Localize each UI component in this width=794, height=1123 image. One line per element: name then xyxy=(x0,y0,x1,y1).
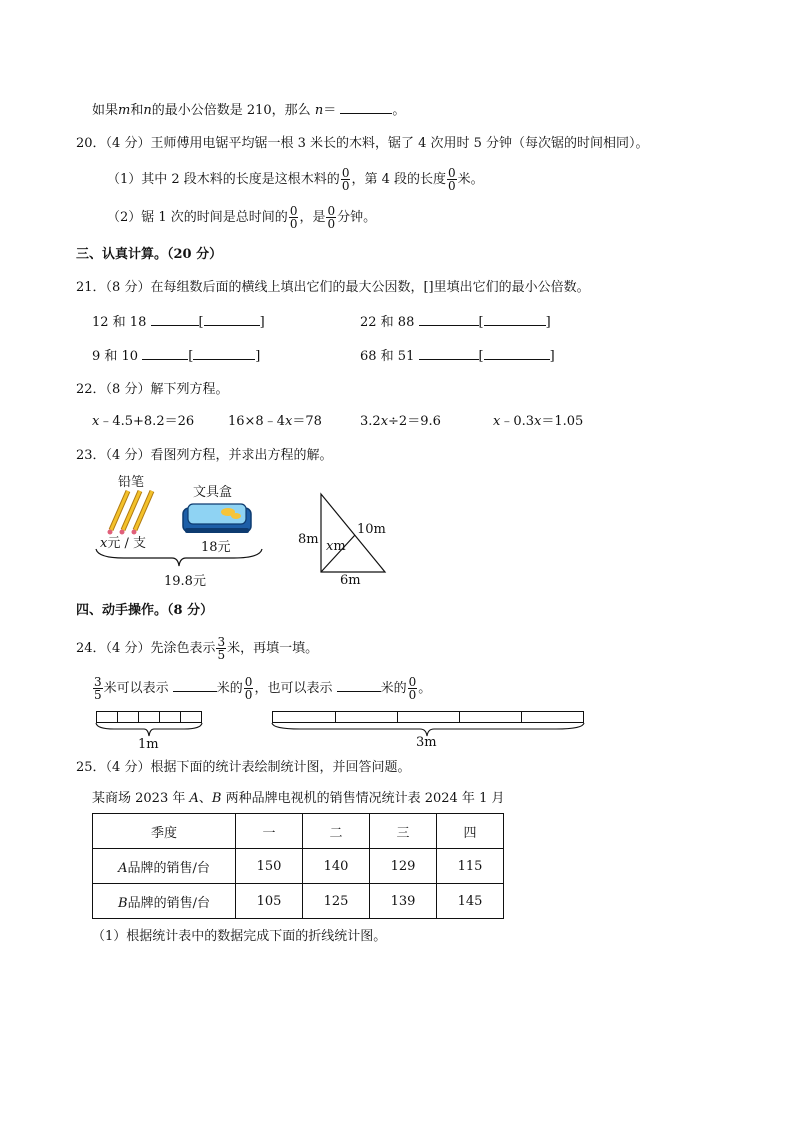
q21-item: 9 和 10 [ ] xyxy=(92,349,261,364)
q19-text: 如果 xyxy=(92,103,119,118)
q20-part1 xyxy=(107,167,484,193)
table-cell: 125 xyxy=(303,884,370,919)
q20-text: ，第 4 段的长度 xyxy=(351,172,446,187)
q21-stem: 21．（8 分）在每组数后面的横线上填出它们的最大公因数，[]里填出它们的最小公倍数。 xyxy=(76,280,590,295)
pencil-icon xyxy=(98,488,160,538)
table-header-cell: 二 xyxy=(303,814,370,849)
row-label: B品牌的销售/台 xyxy=(93,884,236,919)
table-header-cell: 三 xyxy=(370,814,437,849)
table-header-cell: 四 xyxy=(437,814,504,849)
table-header-cell: 季度 xyxy=(93,814,236,849)
q19-tail xyxy=(92,101,405,120)
gcd-blank[interactable] xyxy=(142,347,188,360)
q20-text: ，是 xyxy=(299,210,326,225)
gcd-blank[interactable] xyxy=(419,347,479,360)
q20-text: （2）锯 1 次的时间是总时间的 xyxy=(107,210,288,225)
equation-3: 3.2x÷2＝9.6 xyxy=(360,414,441,429)
q20-part2 xyxy=(107,205,376,231)
table-caption: 某商场 2023 年 A、B 两种品牌电视机的销售情况统计表 2024 年 1 月 xyxy=(92,791,505,806)
fraction: $\frac{3}{5}$ xyxy=(94,675,102,702)
q20-text: （1）其中 2 段木料的长度是这根木料的 xyxy=(107,172,340,187)
lcm-blank[interactable] xyxy=(204,313,260,326)
row-label: A品牌的销售/台 xyxy=(93,849,236,884)
fraction-blank[interactable]: $\frac{0}{0}$ xyxy=(289,204,298,231)
triangle-height: xm xyxy=(326,539,346,554)
brace xyxy=(94,548,264,568)
lcm-blank[interactable] xyxy=(484,313,546,326)
q19-text: ＝ xyxy=(323,103,341,118)
fraction-blank[interactable]: $\frac{0}{0}$ xyxy=(448,166,456,193)
q24-stem: 24．（4 分）先涂色表示 $\frac{3}{5}$ 米，再填一填。 xyxy=(76,635,319,662)
lcm-blank[interactable] xyxy=(484,347,550,360)
q24-line: $\frac{3}{5}$ 米可以表示 米的 $\frac{0}{0}$ ，也可以表示 米的 $\frac{0}{0}$ 。 xyxy=(94,675,432,702)
gcd-blank[interactable] xyxy=(419,313,479,326)
pencil-case-icon xyxy=(180,500,254,538)
pencil-price: x元 / 支 xyxy=(100,536,146,551)
q21-item: 22 和 88 [ ] xyxy=(360,315,551,330)
fraction: $\frac{3}{5}$ xyxy=(217,635,226,662)
q20-text: 分钟。 xyxy=(337,210,377,225)
q20-text: 米。 xyxy=(457,172,484,187)
q21-item: 12 和 18 [ ] xyxy=(92,315,265,330)
answer-blank[interactable] xyxy=(337,679,381,692)
sales-table xyxy=(92,813,504,919)
pencil-label: 铅笔 xyxy=(118,475,145,490)
table-row xyxy=(93,884,504,919)
fraction-blank[interactable]: $\frac{0}{0}$ xyxy=(327,204,336,231)
equation-2: 16×8﹣4x＝78 xyxy=(228,414,322,429)
table-cell: 129 xyxy=(370,849,437,884)
q20-stem: 20．（4 分）王师傅用电锯平均锯一根 3 米长的木料，锯了 4 次用时 5 分钟（每次锯的时间相同）。 xyxy=(76,136,649,151)
var-n: n xyxy=(314,103,324,118)
answer-blank[interactable] xyxy=(340,101,392,114)
table-cell: 140 xyxy=(303,849,370,884)
table-row xyxy=(93,849,504,884)
bar-3m-label: 3m xyxy=(416,735,437,750)
q19-text: 。 xyxy=(392,103,406,118)
q22-stem: 22．（8 分）解下列方程。 xyxy=(76,382,229,397)
fraction-blank[interactable]: $\frac{0}{0}$ xyxy=(341,166,350,193)
table-cell: 150 xyxy=(236,849,303,884)
table-header-row xyxy=(93,814,504,849)
section-4-title: 四、动手操作。（8 分） xyxy=(76,603,214,618)
fraction-blank[interactable]: $\frac{0}{0}$ xyxy=(244,675,253,702)
var-m: m xyxy=(118,103,131,118)
triangle-base: 6m xyxy=(340,573,361,588)
gcd-blank[interactable] xyxy=(151,313,199,326)
equation-1: x﹣4.5+8.2＝26 xyxy=(92,414,195,429)
triangle-side-left: 8m xyxy=(298,532,319,547)
q19-text: 和 xyxy=(130,103,144,118)
q19-text: 的最小公倍数是 210，那么 xyxy=(151,103,315,118)
fraction-blank[interactable]: $\frac{0}{0}$ xyxy=(408,675,417,702)
pencil-case-label: 文具盒 xyxy=(193,485,233,500)
table-cell: 139 xyxy=(370,884,437,919)
table-header-cell: 一 xyxy=(236,814,303,849)
q25-stem: 25．（4 分）根据下面的统计表绘制统计图，并回答问题。 xyxy=(76,760,411,775)
section-3-title: 三、认真计算。（20 分） xyxy=(76,247,223,262)
q21-item: 68 和 51 [ ] xyxy=(360,349,555,364)
table-cell: 105 xyxy=(236,884,303,919)
lcm-blank[interactable] xyxy=(193,347,255,360)
q23-stem: 23．（4 分）看图列方程，并求出方程的解。 xyxy=(76,448,333,463)
bar-1m-label: 1m xyxy=(138,737,159,752)
triangle-hypotenuse: 10m xyxy=(357,522,386,537)
equation-4: x﹣0.3x＝1.05 xyxy=(493,414,584,429)
table-cell: 115 xyxy=(437,849,504,884)
q25-sub1: （1）根据统计表中的数据完成下面的折线统计图。 xyxy=(92,929,387,944)
answer-blank[interactable] xyxy=(173,679,217,692)
table-cell: 145 xyxy=(437,884,504,919)
var-n: n xyxy=(143,103,152,118)
total-price: 19.8元 xyxy=(164,574,206,589)
pencil-case-price: 18元 xyxy=(201,540,231,555)
